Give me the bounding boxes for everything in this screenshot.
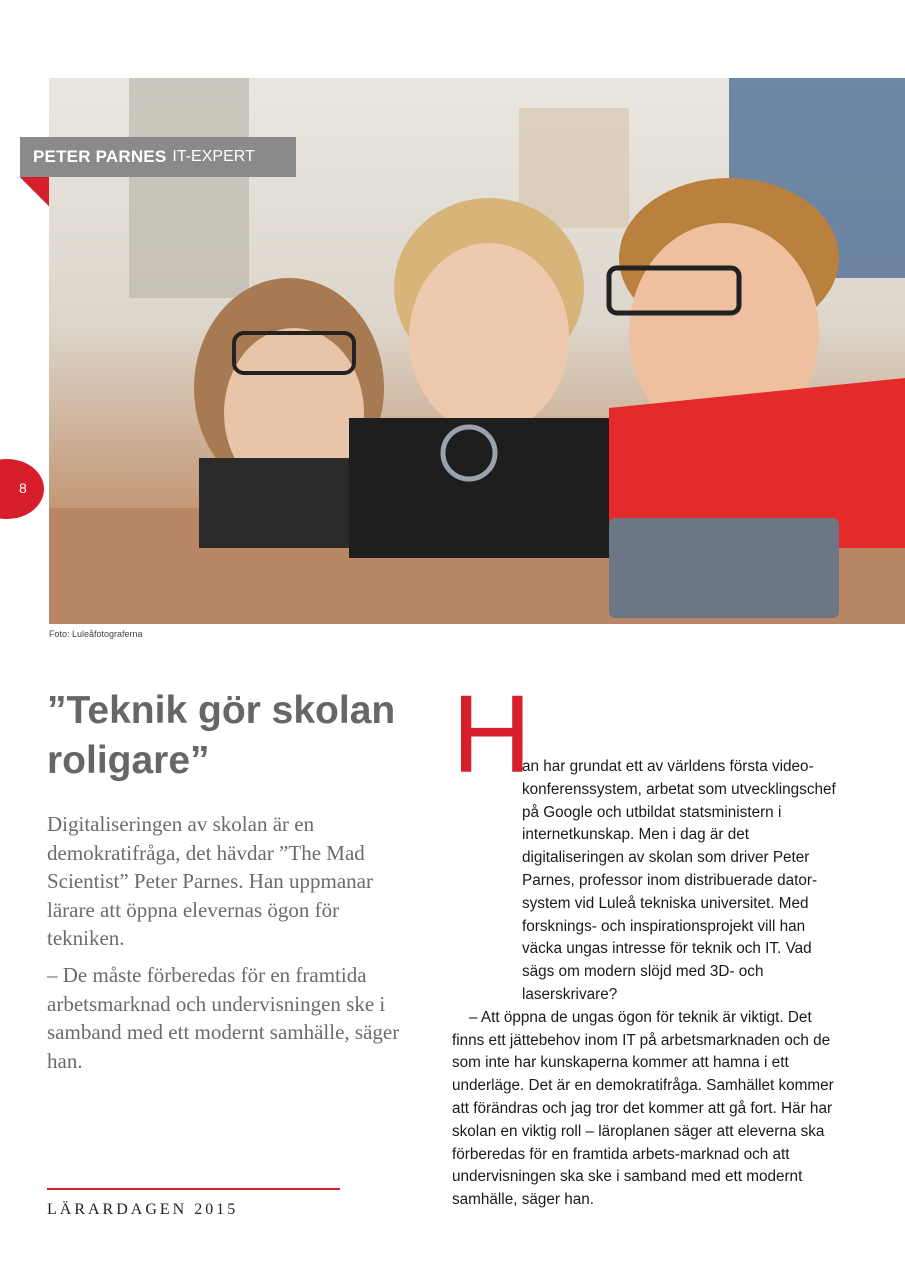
page-number-badge <box>0 459 44 519</box>
dropcap-letter: H <box>452 673 532 796</box>
tag-role: IT-EXPERT <box>172 148 255 165</box>
photo-caption: Foto: Luleåfotograferna <box>49 629 143 639</box>
publication-footer: LÄRARDAGEN 2015 <box>47 1201 239 1218</box>
section-tag <box>20 137 296 177</box>
tag-name: PETER PARNES <box>33 147 167 166</box>
body-paragraph-1: an har grundat ett av världens första video-konferenssystem, arbetat som utvecklingschef på Google och utbildat statsministern i internetkunskap. Men i dag är det digitaliseringen av skolan som driver Peter Parnes, professor inom distribuerade dator-system vid Luleå tekniska universitet. Med forsknings- och inspirationsprojekt vill han väcka ungas intresse för teknik och IT. Vad sägs om modern slöjd med 3D- och laserskrivare? <box>522 758 836 1003</box>
footer-rule <box>47 1188 340 1190</box>
article-lead <box>47 810 407 1083</box>
page-number: 8 <box>19 480 27 496</box>
lead-paragraph-1: Digitaliseringen av skolan är en demokratifråga, det hävdar ”The Mad Scientist” Peter Parnes. Han uppmanar lärare att öppna elevernas ögon för tekniken. <box>47 812 373 951</box>
article-headline: ”Teknik gör skolan roligare” <box>47 689 396 782</box>
lead-paragraph-2: – De måste förberedas för en framtida arbetsmarknad och undervisningen ske i samband med ett modernt samhälle, säger han. <box>47 962 400 1073</box>
article-body <box>452 756 844 1212</box>
body-paragraph-2: – Att öppna de ungas ögon för teknik är viktigt. Det finns ett jättebehov inom IT på arbetsmarknaden och de som inte har kunskaperna kommer att hamna i ett underläge. Det är en demokratifråga. Samhället kommer att förändras och jag tror det kommer att gå fort. Här har skolan en viktig roll – läroplanen säger att eleverna ska förberedas för en framtida arbets-marknad och att undervisningen ska ske i samband med ett modernt samhälle, säger han. <box>452 1008 834 1209</box>
tag-corner-decoration <box>20 177 49 206</box>
